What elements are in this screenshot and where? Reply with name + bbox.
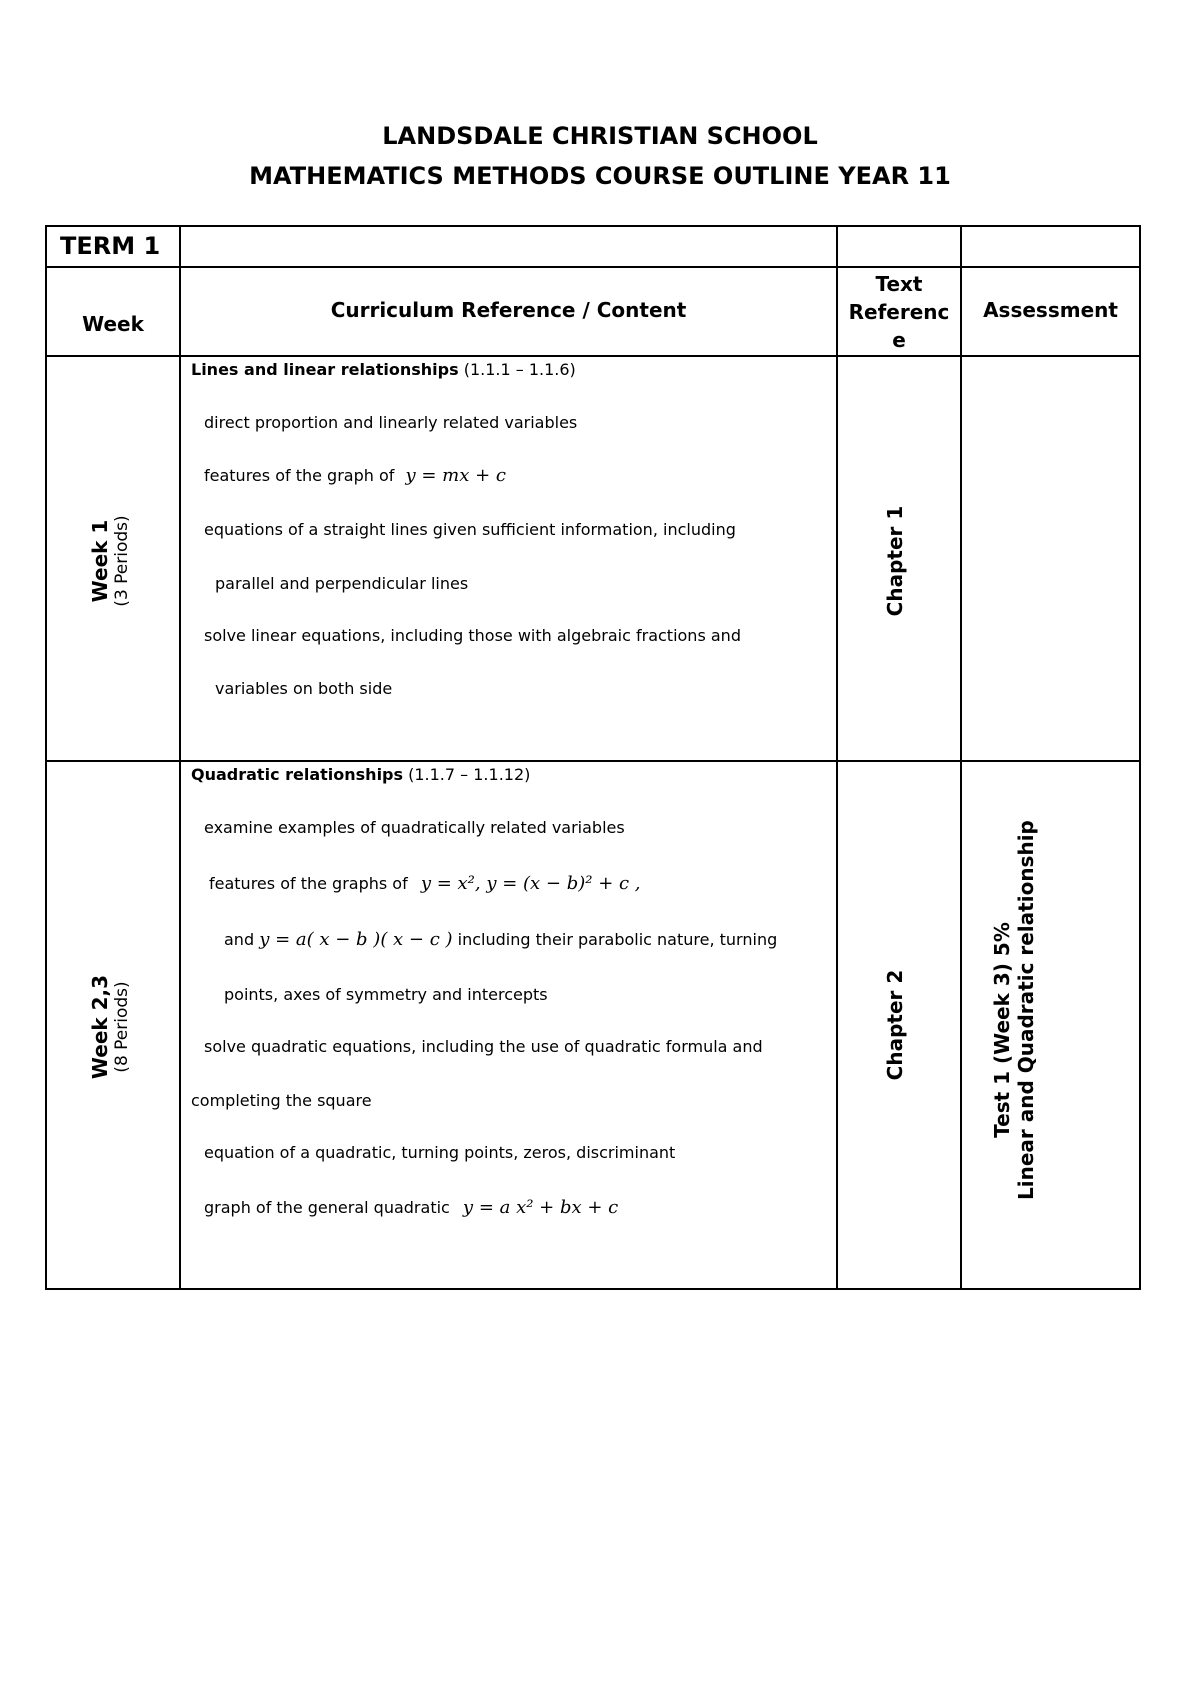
course-title: MATHEMATICS METHODS COURSE OUTLINE YEAR 11	[249, 162, 951, 190]
list-item: solve quadratic equations, including the use of quadratic formula and	[204, 1037, 763, 1056]
term-label: TERM 1	[60, 232, 161, 260]
column-header-text-reference: Text Referenc e	[848, 272, 950, 352]
topic-heading: Quadratic relationships (1.1.7 – 1.1.12)	[191, 765, 531, 784]
text-reference-chapter-1: Chapter 1	[883, 505, 907, 617]
formula-graphs: y = x², y = (x − b)² + c ,	[420, 873, 641, 894]
topic-heading: Lines and linear relationships (1.1.1 – 1.1.6)	[191, 360, 576, 379]
list-item: features of the graph of y = mx + c	[204, 465, 507, 486]
content-cell-linear	[191, 358, 831, 758]
list-item-continuation: variables on both side	[215, 679, 393, 698]
content-cell-quadratic	[191, 763, 831, 1283]
list-item: equations of a straight lines given sufficient information, including	[204, 520, 736, 539]
list-item: equation of a quadratic, turning points, zeros, discriminant	[204, 1143, 676, 1162]
list-item-continuation: parallel and perpendicular lines	[215, 574, 469, 593]
list-item-continuation: points, axes of symmetry and intercepts	[224, 985, 548, 1004]
column-header-week: Week	[82, 312, 144, 336]
assessment-test-1: Test 1 (Week 3) 5% Linear and Quadratic relationship	[990, 820, 1038, 1200]
list-item: graph of the general quadratic y = a x² + bx + c	[204, 1197, 619, 1218]
formula-linear: y = mx + c	[405, 465, 507, 486]
column-header-content: Curriculum Reference / Content	[330, 298, 687, 322]
list-item: examine examples of quadratically related variables	[204, 818, 625, 837]
list-item-continuation: and y = a( x − b )( x − c ) including their parabolic nature, turning	[224, 929, 778, 950]
list-item: features of the graphs of y = x², y = (x − b)² + c ,	[209, 873, 641, 894]
text-reference-chapter-2: Chapter 2	[883, 969, 907, 1081]
week-cell-week-2-3: Week 2,3 (8 Periods)	[88, 974, 132, 1080]
list-item-continuation: completing the square	[191, 1091, 372, 1110]
formula-general-quadratic: y = a x² + bx + c	[462, 1197, 619, 1218]
list-item: direct proportion and linearly related variables	[204, 413, 578, 432]
school-name: LANDSDALE CHRISTIAN SCHOOL	[382, 122, 818, 150]
week-cell-week-1: Week 1 (3 Periods)	[88, 515, 132, 607]
list-item: solve linear equations, including those with algebraic fractions and	[204, 626, 741, 645]
column-header-assessment: Assessment	[983, 298, 1118, 322]
formula-factored: y = a( x − b )( x − c )	[259, 929, 453, 950]
